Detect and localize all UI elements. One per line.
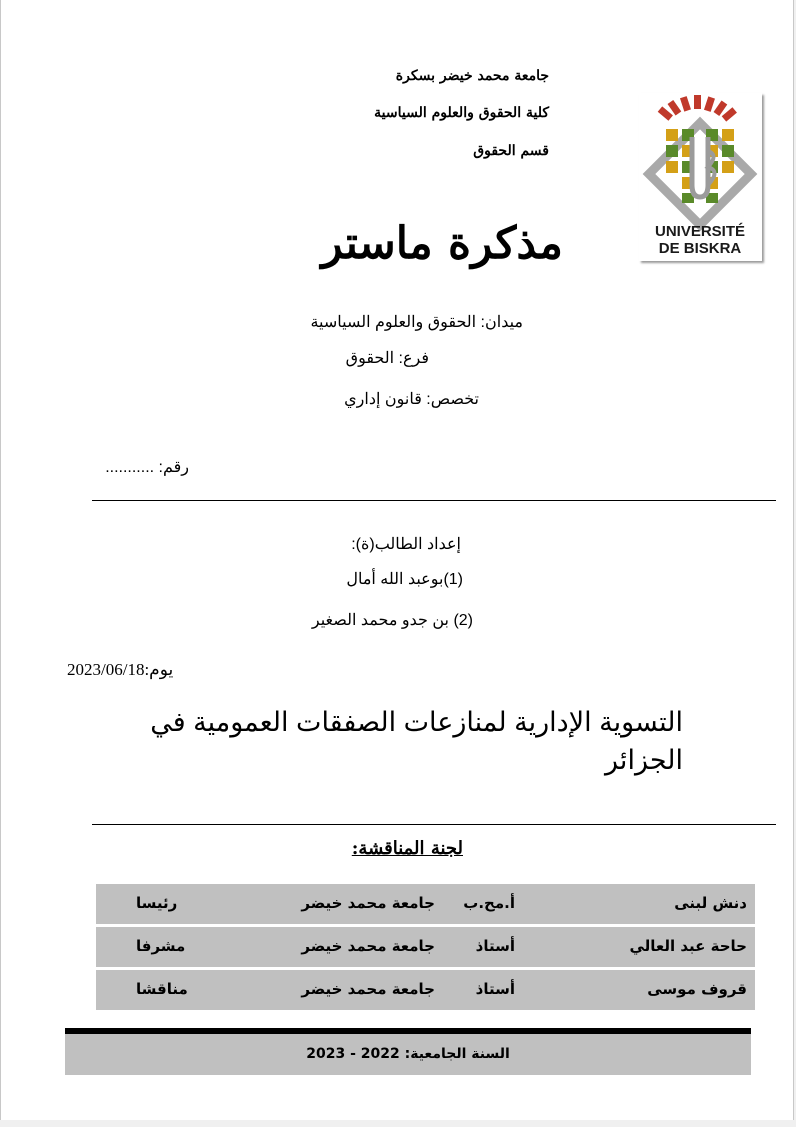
divider-bottom	[92, 824, 776, 825]
university-name: جامعة محمد خيضر بسكرة	[395, 68, 549, 84]
svg-text:DE BISKRA: DE BISKRA	[658, 240, 742, 257]
jury-member-name: دنش لبنى	[674, 894, 747, 912]
jury-member-rank: أستاذ	[475, 980, 515, 998]
jury-member-university: جامعة محمد خيضر	[301, 894, 435, 912]
svg-text:UNIVERSITÉ: UNIVERSITÉ	[654, 223, 746, 240]
academic-year: السنة الجامعية: 2022 - 2023	[65, 1034, 751, 1075]
divider-top	[92, 500, 776, 501]
student-2: (2) بن جدو محمد الصغير	[311, 612, 473, 629]
jury-heading: لجنة المناقشة:	[351, 838, 463, 859]
jury-member-university: جامعة محمد خيضر	[301, 980, 435, 998]
jury-member-rank: أ.مح.ب	[463, 894, 515, 912]
jury-row	[96, 927, 755, 967]
branch-line: فرع: الحقوق	[345, 350, 429, 367]
students-heading: إعداد الطالب(ة):	[351, 536, 461, 553]
jury-row	[96, 884, 755, 924]
jury-member-name: حاحة عبد العالي	[629, 937, 747, 955]
department-name: قسم الحقوق	[473, 143, 549, 159]
jury-row	[96, 970, 755, 1010]
jury-member-role: مشرفا	[136, 937, 186, 955]
page-title: مذكرة ماستر	[321, 218, 563, 269]
university-logo-icon	[639, 93, 762, 261]
number-line: رقم: ...........	[105, 459, 189, 476]
student-1: (1)بوعبد الله أمال	[346, 571, 463, 588]
jury-member-rank: أستاذ	[475, 937, 515, 955]
jury-member-role: رئيسا	[136, 894, 178, 912]
thesis-title: التسوية الإدارية لمنازعات الصفقات العمومية في الجزائر	[150, 707, 683, 775]
jury-member-role: مناقشا	[136, 980, 188, 998]
jury-member-university: جامعة محمد خيضر	[301, 937, 435, 955]
specialty-line: تخصص: قانون إداري	[344, 391, 479, 408]
university-logo	[639, 93, 762, 261]
jury-member-name: قروف موسى	[647, 980, 747, 998]
field-line: ميدان: الحقوق والعلوم السياسية	[310, 314, 523, 331]
defense-date: 2023/06/18:يوم	[67, 660, 174, 679]
faculty-name: كلية الحقوق والعلوم السياسية	[374, 105, 549, 121]
